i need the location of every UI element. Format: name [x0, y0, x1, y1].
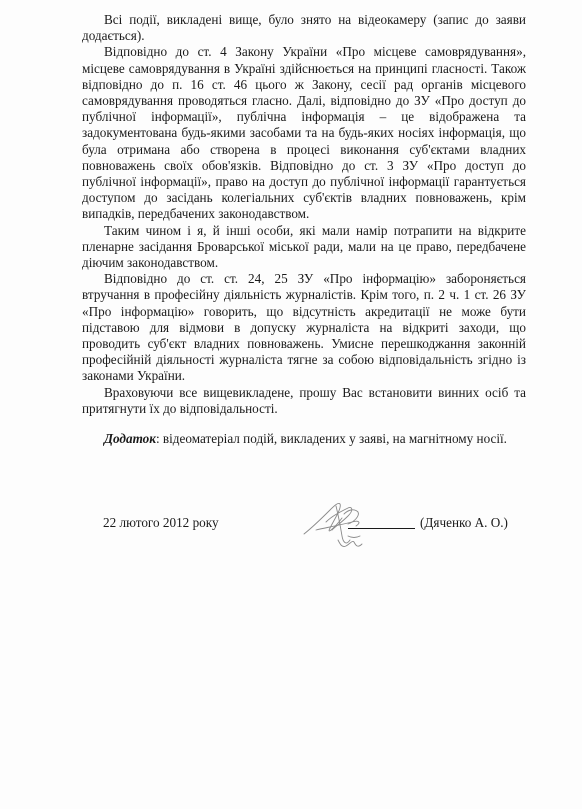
- paragraph-conclusion: Таким чином і я, й інші особи, які мали намір потрапити на відкрите пленарне засідання Броварської міської ради, мали на це право, передбачене діючим законодавством.: [82, 222, 526, 271]
- attachment-text: : відеоматеріал подій, викладених у заяві, на магнітному носії.: [155, 431, 507, 447]
- document-body: [82, 12, 526, 447]
- signatory-name: (Дяченко А. О.): [420, 515, 508, 530]
- document-date: 22 лютого 2012 року: [103, 515, 219, 530]
- attachment-note: [82, 431, 526, 447]
- signature-icon: [296, 496, 376, 556]
- paragraph-journalists: Відповідно до ст. ст. 24, 25 ЗУ «Про інформацію» забороняється втручання в професійну діяльність журналістів. Крім того, п. 2 ч. 1 ст. 26 ЗУ «Про інформацію» говорить, що відсутність акредитації не може бути підставою для відмови в допуску журналіста на відкриті заходи, що проводить суб'єкт владних повноважень. Умисне перешкоджання законній професійній діяльності журналіста тягне за собою відповідальність згідно із законами України.: [82, 271, 526, 384]
- paragraph-legal-basis: Відповідно до ст. 4 Закону України «Про місцеве самоврядування», місцеве самоврядування в Україні здійснюється на принципі гласності. Також відповідно до п. 16 ст. 46 цього ж Закону, сесії рад органів місцевого самоврядування проводяться гласно. Далі, відповідно до ЗУ «Про доступ до публічної інформації», публічна інформація – це відображена та задокументована будь-якими засобами та на будь-яких носіях інформація, що була отримана або створена в процесі виконання суб'єктами владних повноважень своїх обов'язків. Відповідно до ст. 3 ЗУ «Про доступ до публічної інформації», право на доступ до публічної інформації гарантується доступом до засідань колегіальних суб'єктів владних повноважень, крім випадків, передбачених законодавством.: [82, 44, 526, 222]
- paragraph-video-note: Всі події, викладені вище, було знято на відеокамеру (запис до заяви додається).: [82, 12, 526, 44]
- attachment-label: Додаток: [104, 431, 156, 447]
- paragraph-request: Враховуючи все вищевикладене, прошу Вас встановити винних осіб та притягнути їх до відповідальності.: [82, 384, 526, 416]
- signature-line: [348, 528, 415, 529]
